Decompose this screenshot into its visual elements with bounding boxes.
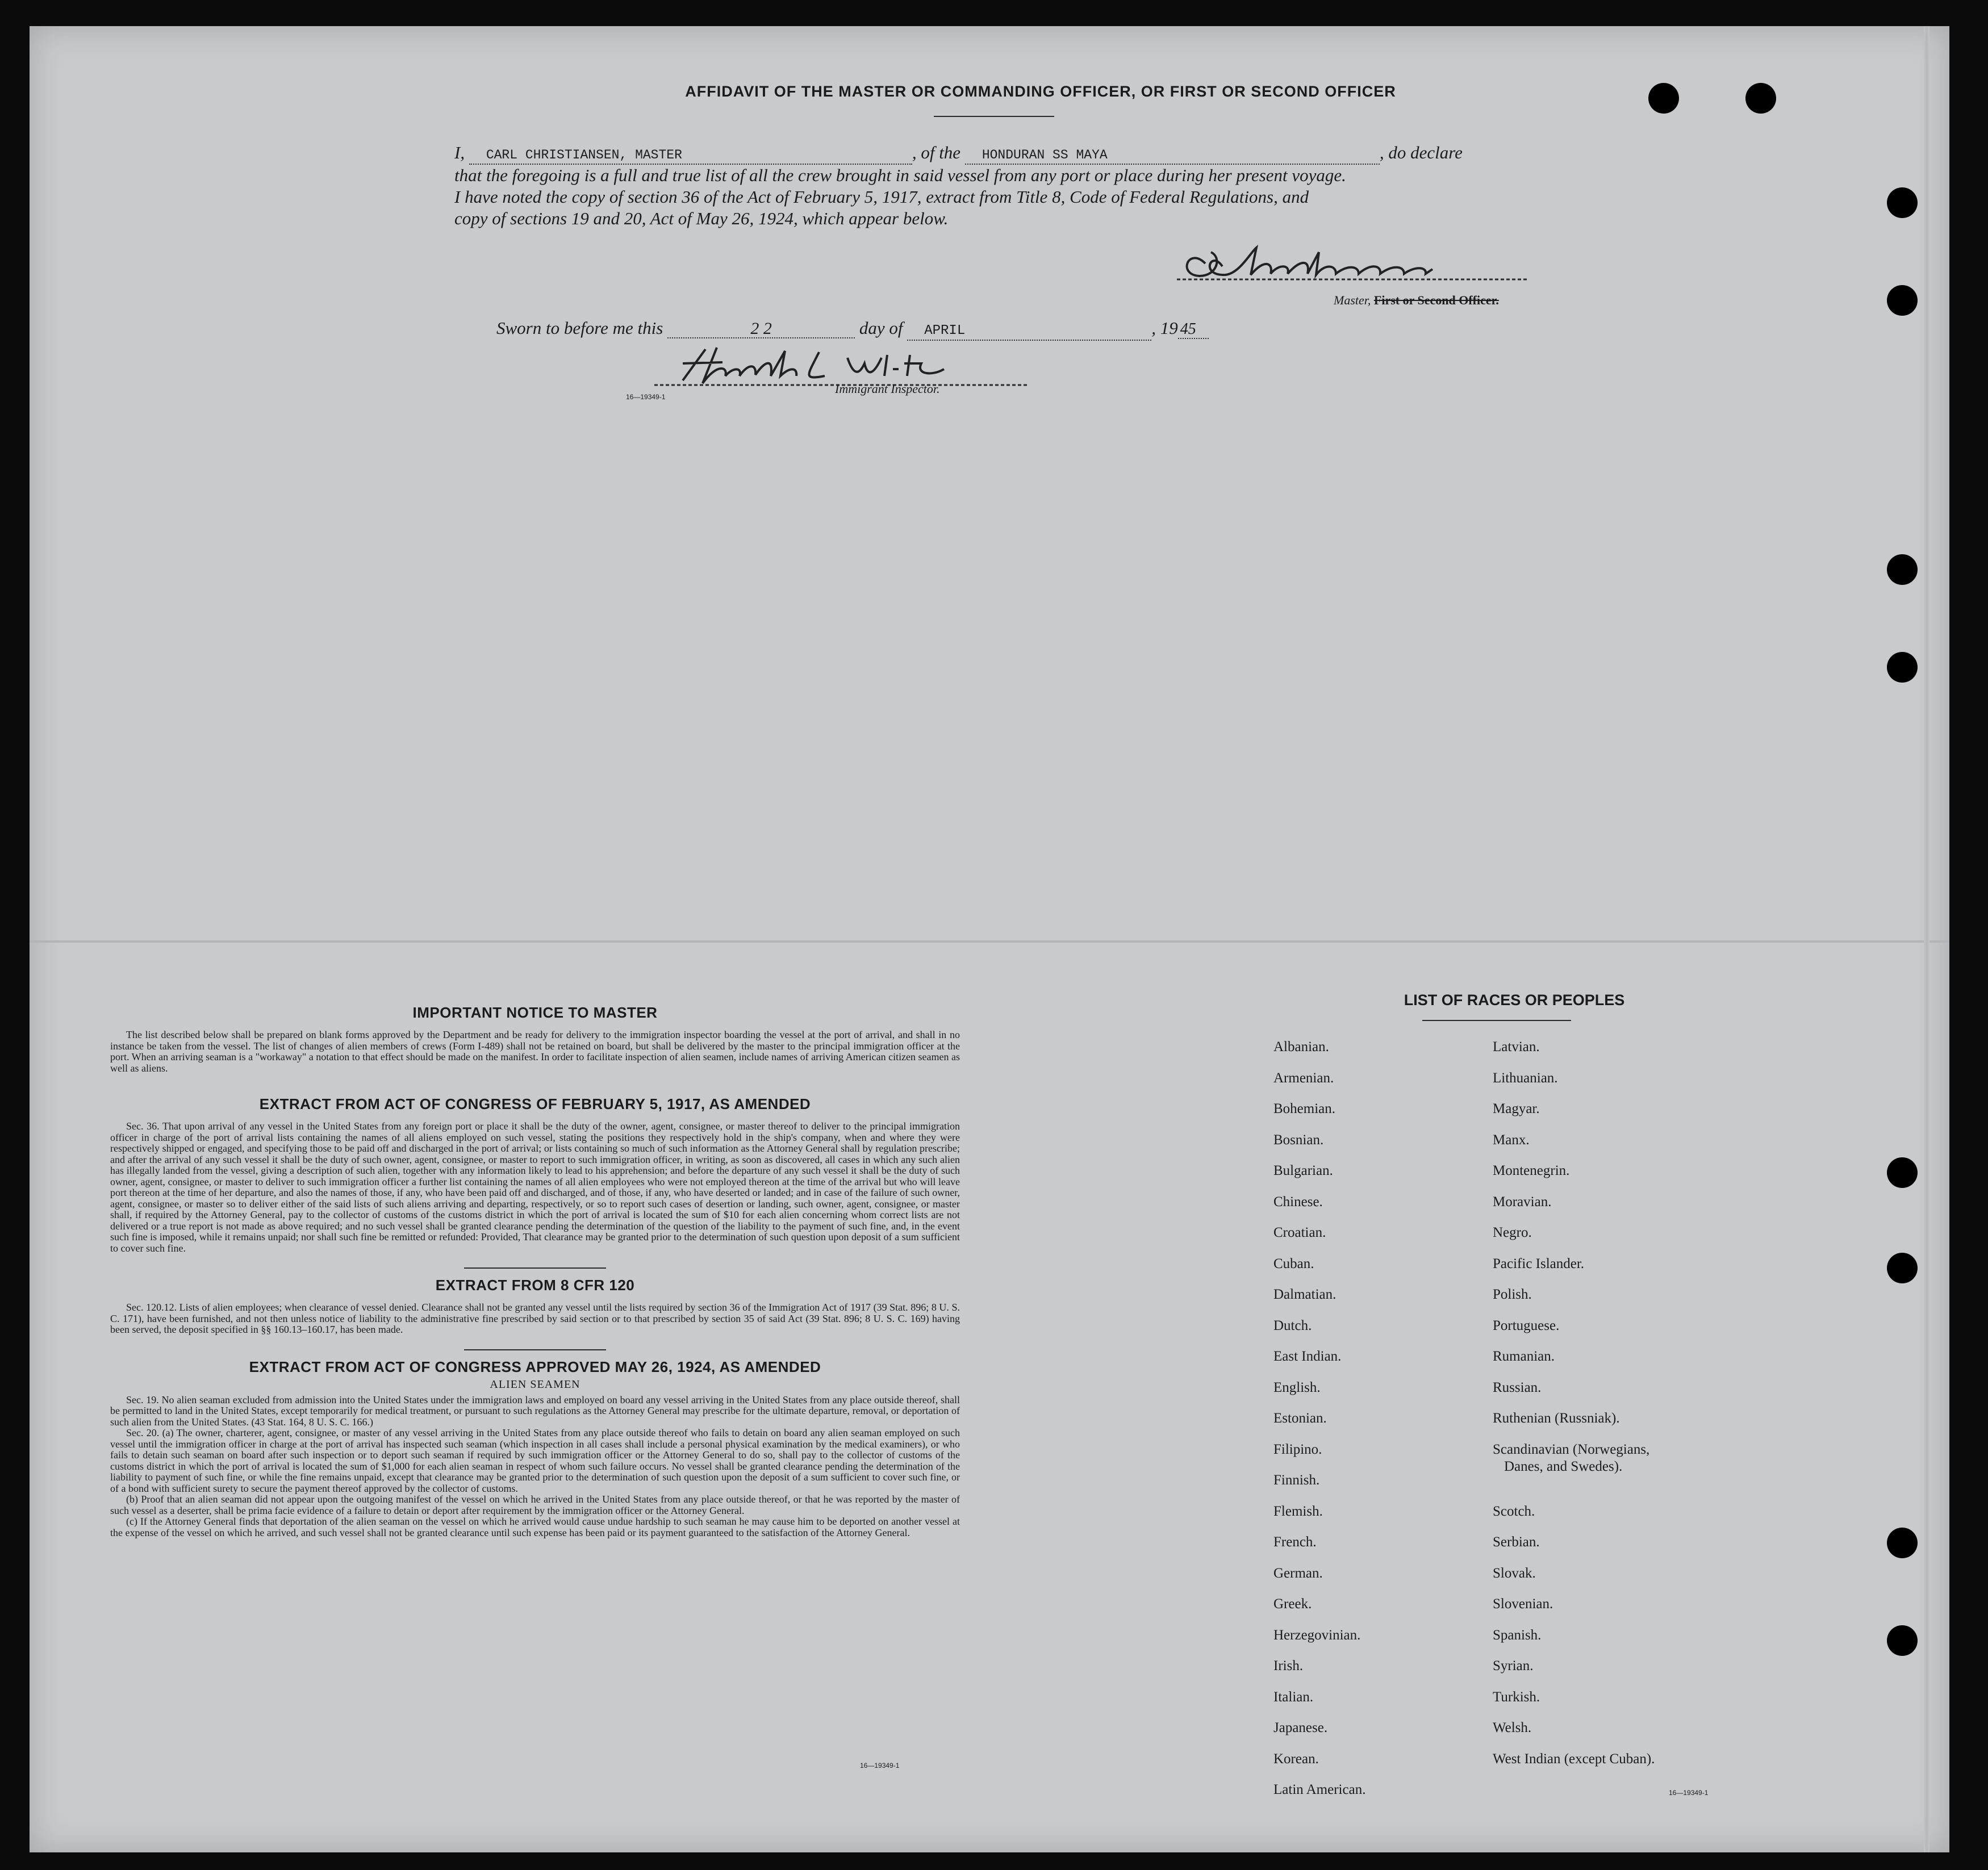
race-item: Cuban. [1273, 1256, 1314, 1271]
race-item: Bulgarian. [1273, 1163, 1333, 1178]
i-label: I, [454, 143, 465, 162]
sworn-line [496, 318, 1209, 341]
races-form-number: 16—19349-1 [1669, 1789, 1709, 1797]
race-item: English. [1273, 1379, 1321, 1395]
races-column-2 [1493, 1039, 1655, 1782]
affidavit-line-2: that the foregoing is a full and true list of all the crew brought in said vessel from any port or place during her present voyage. [454, 165, 1346, 185]
race-item: French. [1273, 1534, 1317, 1550]
title-rule [934, 116, 1054, 117]
document-page [30, 26, 1949, 1852]
page-fold-horizontal [30, 940, 1949, 943]
race-item: Slovak. [1493, 1565, 1536, 1581]
extract-1917-body: Sec. 36. That upon arrival of any vessel in the United States from any foreign port or place it shall be the duty of the owner, agent, consignee, or master thereof to deliver to the principal immigration officer in charge of the port of arrival lists containing the names of all aliens employed on such vessel, stating the positions they respectively hold in the ship's company, when and where they were respectively shipped or engaged, and specifying those to be paid off and discharged in the port of arrival; or lists containing so much of such information as the Attorney General shall by regulation prescribe; and after the arrival of any such vessel it shall be the duty of such owner, agent, consignee, or master to report to such immigration officer, in writing, as soon as discovered, all cases in which any such alien has illegally landed from the vessel, giving a description of such alien, together with any information likely to lead to his apprehension; and before the departure of any such vessel it shall be the duty of such owner, agent, consignee, or master to deliver to such immigration officer a further list containing the names of all alien employees who were not employed thereon at the time of the arrival but who will leave port thereon at the time of her departure, and also the names of those, if any, who have been paid off and discharged, and of those, if any, who have deserted or landed; and in case of the failure of such owner, agent, consignee, or master so to deliver either of the said lists of such aliens arriving and departing, respectively, or so to report such cases of desertion or landing, such owner, agent, consignee, or master shall, if required by the Attorney General, pay to the collector of customs of the customs district in which the port of arrival is located the sum of $10 for each alien concerning whom correct lists are not delivered or a true report is not made as above required; and no such vessel shall be granted clearance pending the determination of the question of the liability to the payment of such fine, and, in the event such fine is imposed, while it remains unpaid; nor shall such fine be remitted or refunded: Provided, That clearance may be granted prior to the determination of such question upon deposit of a sum sufficient to cover such fine. [110, 1120, 960, 1254]
notice-title: IMPORTANT NOTICE TO MASTER [412, 1004, 658, 1021]
race-item: Korean. [1273, 1751, 1319, 1767]
sworn-month-field: APRIL [907, 323, 1151, 341]
master-name-field: CARL CHRISTIANSEN, MASTER [469, 147, 912, 165]
race-item: Lithuanian. [1493, 1070, 1558, 1086]
race-item: Moravian. [1493, 1194, 1552, 1210]
race-item: Scandinavian (Norwegians, [1493, 1441, 1650, 1457]
race-item: Turkish. [1493, 1689, 1540, 1705]
race-item: Chinese. [1273, 1194, 1323, 1210]
race-item: Magyar. [1493, 1101, 1540, 1116]
race-item: Scotch. [1493, 1503, 1535, 1519]
race-item: Slovenian. [1493, 1596, 1553, 1612]
extract-1924-title: EXTRACT FROM ACT OF CONGRESS APPROVED MAY 26, 1924, AS AMENDED [249, 1358, 821, 1375]
races-title: LIST OF RACES OR PEOPLES [1404, 992, 1625, 1009]
race-item: Flemish. [1273, 1503, 1323, 1519]
affidavit-line-1 [454, 142, 1553, 165]
race-item: Bohemian. [1273, 1101, 1336, 1116]
punch-hole [1887, 1157, 1918, 1188]
race-item: Serbian. [1493, 1534, 1540, 1550]
races-column-1 [1273, 1039, 1365, 1813]
race-item: Montenegrin. [1493, 1163, 1570, 1178]
race-item: German. [1273, 1565, 1323, 1581]
day-of-label: day of [859, 318, 903, 338]
punch-hole [1887, 1253, 1918, 1283]
master-signature [1166, 241, 1540, 290]
do-declare-label: , do declare [1379, 143, 1463, 162]
inspector-label: Immigrant Inspector. [835, 382, 940, 396]
race-item: Ruthenian (Russniak). [1493, 1411, 1620, 1426]
race-item: Dutch. [1273, 1317, 1312, 1333]
master-label: Master, First or Second Officer. [1334, 293, 1499, 307]
page-fold-vertical [1924, 26, 1929, 1852]
sworn-year-field: 45 [1178, 321, 1209, 339]
race-item: Estonian. [1273, 1411, 1327, 1426]
extract-1924-sec19: Sec. 19. No alien seaman excluded from admission into the United States under the immigration laws and employed on board any vessel arriving in the United States from any place outside thereof, shall be permitted to land in the United States, except temporarily for medical treatment, or pursuant to such regulations as the Attorney General may prescribe for the ultimate departure, removal, or deportation of such alien from the United States. (43 Stat. 164, 8 U. S. C. 166.) [110, 1394, 960, 1428]
vessel-name-field: HONDURAN SS MAYA [965, 147, 1380, 165]
extract-cfr-title: EXTRACT FROM 8 CFR 120 [435, 1277, 635, 1294]
punch-hole [1887, 187, 1918, 218]
race-item: Latin American. [1273, 1782, 1366, 1797]
race-item: Croatian. [1273, 1225, 1326, 1240]
race-item: Armenian. [1273, 1070, 1334, 1086]
race-item: Portuguese. [1493, 1317, 1560, 1333]
affidavit-body [454, 142, 1553, 229]
race-item: Greek. [1273, 1596, 1312, 1612]
race-item: Negro. [1493, 1225, 1532, 1240]
race-item: Russian. [1493, 1379, 1542, 1395]
extract-1924-sec20a: Sec. 20. (a) The owner, charterer, agent, consignee, or master of any vessel arriving in the United States from any place outside thereof who fails to detain on board any alien seaman employed on such vessel until the immigration officer in charge at the port of arrival has inspected such seaman (which inspection in all cases shall include a personal physical examination by the medical examiners), or who fails to detain such seaman on board after such inspection or to deport such seaman if required by such immigration officer or the Attorney General to do so, shall pay to the collector of customs of the customs district in which the port of arrival is located the sum of $1,000 for each alien seaman in respect of whom such failure occurs. No vessel shall be granted clearance pending the determination of the liability to payment of such fine, or while the fine remains unpaid, except that clearance may be granted prior to the determination of such question upon the deposit of a sum sufficient to cover such fine, or of a bond with sufficient surety to secure the payment thereof approved by the collector of customs. [110, 1427, 960, 1494]
extract-form-number: 16—19349-1 [860, 1762, 900, 1769]
race-item: Manx. [1493, 1132, 1530, 1148]
race-item: Welsh. [1493, 1720, 1532, 1735]
extract-1917-title: EXTRACT FROM ACT OF CONGRESS OF FEBRUARY 5, 1917, AS AMENDED [259, 1095, 811, 1112]
race-item: Pacific Islander. [1493, 1256, 1585, 1271]
race-item: Syrian. [1493, 1658, 1534, 1674]
struck-officer-label: First or Second Officer. [1373, 293, 1499, 307]
race-item: Dalmatian. [1273, 1287, 1337, 1302]
race-item: Filipino. [1273, 1441, 1322, 1457]
race-item: Rumanian. [1493, 1349, 1555, 1364]
races-title-rule [1422, 1020, 1571, 1021]
race-item: Italian. [1273, 1689, 1314, 1705]
race-item: Bosnian. [1273, 1132, 1324, 1148]
extract-cfr-body: Sec. 120.12. Lists of alien employees; when clearance of vessel denied. Clearance shall not be granted any vessel until the lists required by section 36 of the Immigration Act of 1917 (39 Stat. 896; 8 U. S. C. 171), have been furnished, and not then unless notice of liability to the administrative fine prescribed by said section or to that prescribed by section 35 of said Act (39 Stat. 896; 8 U. S. C. 169) having been served, the deposit specified in §§ 160.13–160.17, has been made. [110, 1302, 960, 1335]
year-prefix: , 19 [1151, 318, 1178, 338]
punch-hole [1887, 285, 1918, 316]
race-item: Spanish. [1493, 1627, 1542, 1643]
punch-hole [1887, 1625, 1918, 1656]
sworn-day-field: 2 2 [667, 320, 855, 338]
race-item: Finnish. [1273, 1472, 1320, 1488]
race-item: Japanese. [1273, 1720, 1328, 1735]
race-item: Irish. [1273, 1658, 1304, 1674]
punch-hole [1648, 83, 1679, 114]
affidavit-title: AFFIDAVIT OF THE MASTER OR COMMANDING OFFICER, OR FIRST OR SECOND OFFICER [685, 83, 1396, 100]
alien-seamen-subtitle: ALIEN SEAMEN [490, 1378, 580, 1391]
race-item: West Indian (except Cuban). [1493, 1751, 1655, 1767]
race-item: Danes, and Swedes). [1504, 1458, 1623, 1474]
punch-hole [1887, 652, 1918, 683]
notice-body: The list described below shall be prepared on blank forms approved by the Department and be ready for delivery to the immigration inspector boarding the vessel at the port of arrival, and shall in no instance be taken from the vessel. The list of changes of alien members of crews (Form I-489) shall not be retained on board, but shall be delivered by the master to the principal immigration officer at the port. When an arriving seaman is a "workaway" a notation to that effect should be made on the manifest. In order to facilitate inspection of alien seamen, include names of arriving American citizen seamen as well as aliens. [110, 1029, 960, 1074]
race-item: Albanian. [1273, 1039, 1329, 1055]
affidavit-line-4: copy of sections 19 and 20, Act of May 26, 1924, which appear below. [454, 208, 949, 228]
punch-hole [1887, 554, 1918, 585]
affidavit-form-number: 16—19349-1 [626, 393, 666, 401]
race-item: East Indian. [1273, 1349, 1342, 1364]
sworn-label: Sworn to before me this [496, 318, 663, 338]
notice-column [110, 1004, 960, 1538]
of-the-label: , of the [912, 143, 961, 162]
extract-1924-sec20c: (c) If the Attorney General finds that deportation of the alien seaman on the vessel on which he arrived would cause undue hardship to such seaman he may cause him to be deported on another vessel at the expense of the vessel on which he arrived, and such vessel shall not be granted clearance until such expense has been paid or its payment guaranteed to the satisfaction of the Attorney General. [110, 1516, 960, 1538]
race-item: Herzegovinian. [1273, 1627, 1361, 1643]
extract-1924-sec20b: (b) Proof that an alien seaman did not appear upon the outgoing manifest of the vessel on which he arrived in the United States from any place outside thereof, or that he was reported by the master of such vessel as a deserter, shall be prima facie evidence of a failure to detain or deport after requirement by the immigration officer or the Attorney General. [110, 1494, 960, 1516]
punch-hole [1887, 1528, 1918, 1558]
race-item: Polish. [1493, 1287, 1532, 1302]
race-item: Latvian. [1493, 1039, 1540, 1055]
affidavit-line-3: I have noted the copy of section 36 of the Act of February 5, 1917, extract from Title 8, Code of Federal Regulations, and [454, 187, 1309, 207]
punch-hole [1745, 83, 1776, 114]
